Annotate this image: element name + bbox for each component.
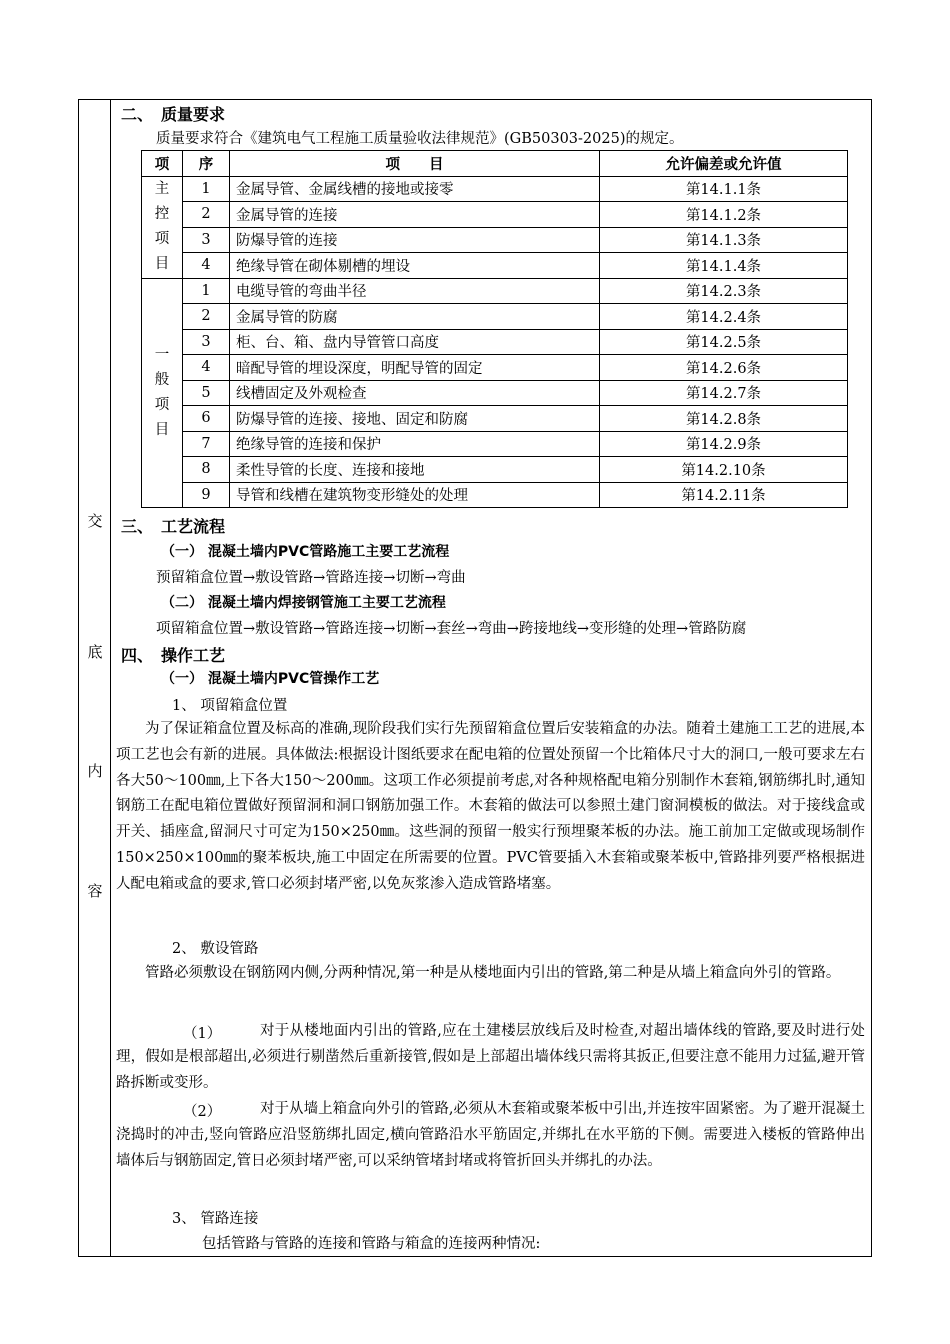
row-no: 4 (183, 355, 230, 381)
row-no: 6 (183, 406, 230, 432)
item2-p1-number: （1） (183, 1026, 222, 1042)
row-value: 第14.1.1条 (600, 176, 848, 202)
row-item: 防爆导管的连接 (230, 227, 600, 253)
row-item: 导管和线槽在建筑物变形缝处的处理 (230, 482, 600, 508)
row-item: 防爆导管的连接、接地、固定和防腐 (230, 406, 600, 432)
item3-title: 3、 管路连接 (172, 1211, 259, 1227)
row-value: 第14.1.4条 (600, 253, 848, 279)
row-no: 4 (183, 253, 230, 279)
header-value: 允许偏差或允许值 (600, 151, 848, 177)
document-frame (78, 99, 872, 1257)
left-label-char: 容 (87, 882, 103, 900)
table-row (142, 482, 848, 508)
row-item: 柔性导管的长度、连接和接地 (230, 457, 600, 483)
section-3-sub2: （二） 混凝土墙内焊接钢管施工主要工艺流程 (161, 595, 446, 611)
section-3-title: 三、 工艺流程 (121, 517, 226, 536)
header-category: 项 (142, 151, 183, 177)
row-no: 9 (183, 482, 230, 508)
table-row (142, 304, 848, 330)
item2-p1-paragraph: 对于从楼地面内引出的管路,应在土建楼层放线后及时检查,对超出墙体线的管路,要及时进行处理，假如是根部超出,必须进行剔凿然后重新接管,假如是上部超出墙体线只需将其扳正,但要注意不能用力过猛,避开管路拆断或变形。 (116, 1023, 865, 1091)
row-no: 3 (183, 329, 230, 355)
header-item: 项 目 (230, 151, 600, 177)
table-row (142, 253, 848, 279)
row-value: 第14.2.9条 (600, 431, 848, 457)
row-no: 2 (183, 304, 230, 330)
left-label-char: 底 (87, 643, 103, 661)
table-row (142, 329, 848, 355)
section-3-flow2: 项留箱盒位置→敷设管路→管路连接→切断→套丝→弯曲→跨接地线→变形缝的处理→管路防腐 (156, 621, 747, 637)
row-item: 金属导管的连接 (230, 202, 600, 228)
section-3-flow1: 预留箱盒位置→敷设管路→管路连接→切断→弯曲 (156, 570, 466, 586)
row-no: 2 (183, 202, 230, 228)
row-value: 第14.1.2条 (600, 202, 848, 228)
left-label-char: 交 (87, 512, 103, 530)
row-item: 绝缘导管的连接和保护 (230, 431, 600, 457)
main-control-label: 主 控 项 目 (142, 176, 183, 278)
item2-paragraph: 管路必须敷设在钢筋网内侧,分两种情况,第一种是从楼地面内引出的管路,第二种是从墙上箱盒向外引的管路。 (145, 965, 841, 981)
table-row (142, 406, 848, 432)
row-item: 暗配导管的埋设深度，明配导管的固定 (230, 355, 600, 381)
table-row (142, 431, 848, 457)
section-4-sub1: （一） 混凝土墙内PVC管操作工艺 (161, 671, 380, 687)
table-row (142, 355, 848, 381)
content-area (112, 100, 871, 1256)
section-3-sub1: （一） 混凝土墙内PVC管路施工主要工艺流程 (161, 544, 450, 560)
row-no: 5 (183, 380, 230, 406)
row-value: 第14.2.10条 (600, 457, 848, 483)
row-item: 金属导管的防腐 (230, 304, 600, 330)
item1-title: 1、 项留箱盒位置 (172, 698, 288, 714)
item2-title: 2、 敷设管路 (172, 941, 259, 957)
table-row (142, 380, 848, 406)
row-item: 金属导管、金属线槽的接地或接零 (230, 176, 600, 202)
quality-table (141, 150, 848, 508)
row-value: 第14.1.3条 (600, 227, 848, 253)
row-item: 绝缘导管在砌体剔槽的埋设 (230, 253, 600, 279)
row-item: 柜、台、箱、盘内导管管口高度 (230, 329, 600, 355)
row-value: 第14.2.4条 (600, 304, 848, 330)
row-value: 第14.2.8条 (600, 406, 848, 432)
row-no: 1 (183, 176, 230, 202)
section-4-title: 四、 操作工艺 (121, 646, 226, 665)
table-row (142, 227, 848, 253)
item2-p2-paragraph: 对于从墙上箱盒向外引的管路,必须从木套箱或聚苯板中引出,并连按牢固紧密。为了避开混凝土浇捣时的冲击,竖向管路应沿竖筋绑扎固定,横向管路沿水平筋固定,并绑扎在水平筋的下侧。需要进入楼板的管路伸出墙体后与钢筋固定,管日必须封堵严密,可以采纳管堵封堵或将管折回头并绑扎的办法。 (116, 1101, 865, 1169)
table-row (142, 278, 848, 304)
table-row (142, 457, 848, 483)
table-row (142, 202, 848, 228)
header-no: 序 (183, 151, 230, 177)
left-label-column (79, 100, 111, 1256)
table-header-row (142, 151, 848, 177)
row-item: 电缆导管的弯曲半径 (230, 278, 600, 304)
row-value: 第14.2.5条 (600, 329, 848, 355)
row-no: 8 (183, 457, 230, 483)
row-value: 第14.2.6条 (600, 355, 848, 381)
general-items-label: 一 般 项 目 (142, 278, 183, 508)
left-label-char: 内 (87, 762, 103, 780)
item2-p2-number: （2） (183, 1104, 222, 1120)
row-item: 线槽固定及外观检查 (230, 380, 600, 406)
row-no: 1 (183, 278, 230, 304)
item1-paragraph: 为了保证箱盒位置及标高的准确,现阶段我们实行先预留箱盒位置后安装箱盒的办法。随着土建施工工艺的进展,本项工艺也会有新的进展。具体做法:根据设计图纸要求在配电箱的位置处预留一个比箱体尺寸大的洞口,一般可要求左右各大50～100㎜,上下各大150～200㎜。这项工作必须提前考虑,对各种规格配电箱分别制作木套箱,钢筋绑扎时,通知钢筋工在配电箱位置做好预留洞和洞口钢筋加强工作。木套箱的做法可以参照土建门窗洞模板的做法。对于接线盒或开关、插座盒,留洞尺寸可定为150×250㎜。这些洞的预留一般实行预埋聚苯板的办法。施工前加工定做或现场制作150×250×100㎜的聚苯板块,施工中固定在所需要的位置。PVC管要插入木套箱或聚苯板中,管路排列要严格根据进人配电箱或盒的要求,管口必须封堵严密,以免灰浆渗入造成管路堵塞。 (116, 721, 865, 892)
section-2-intro: 质量要求符合《建筑电气工程施工质量验收法律规范》(GB50303-2025)的规定。 (156, 131, 684, 147)
row-no: 3 (183, 227, 230, 253)
section-2-title: 二、 质量要求 (121, 105, 226, 124)
row-value: 第14.2.3条 (600, 278, 848, 304)
item3-paragraph: 包括管路与管路的连接和管路与箱盒的连接两种情况: (202, 1236, 541, 1252)
row-value: 第14.2.7条 (600, 380, 848, 406)
row-no: 7 (183, 431, 230, 457)
table-row (142, 176, 848, 202)
row-value: 第14.2.11条 (600, 482, 848, 508)
